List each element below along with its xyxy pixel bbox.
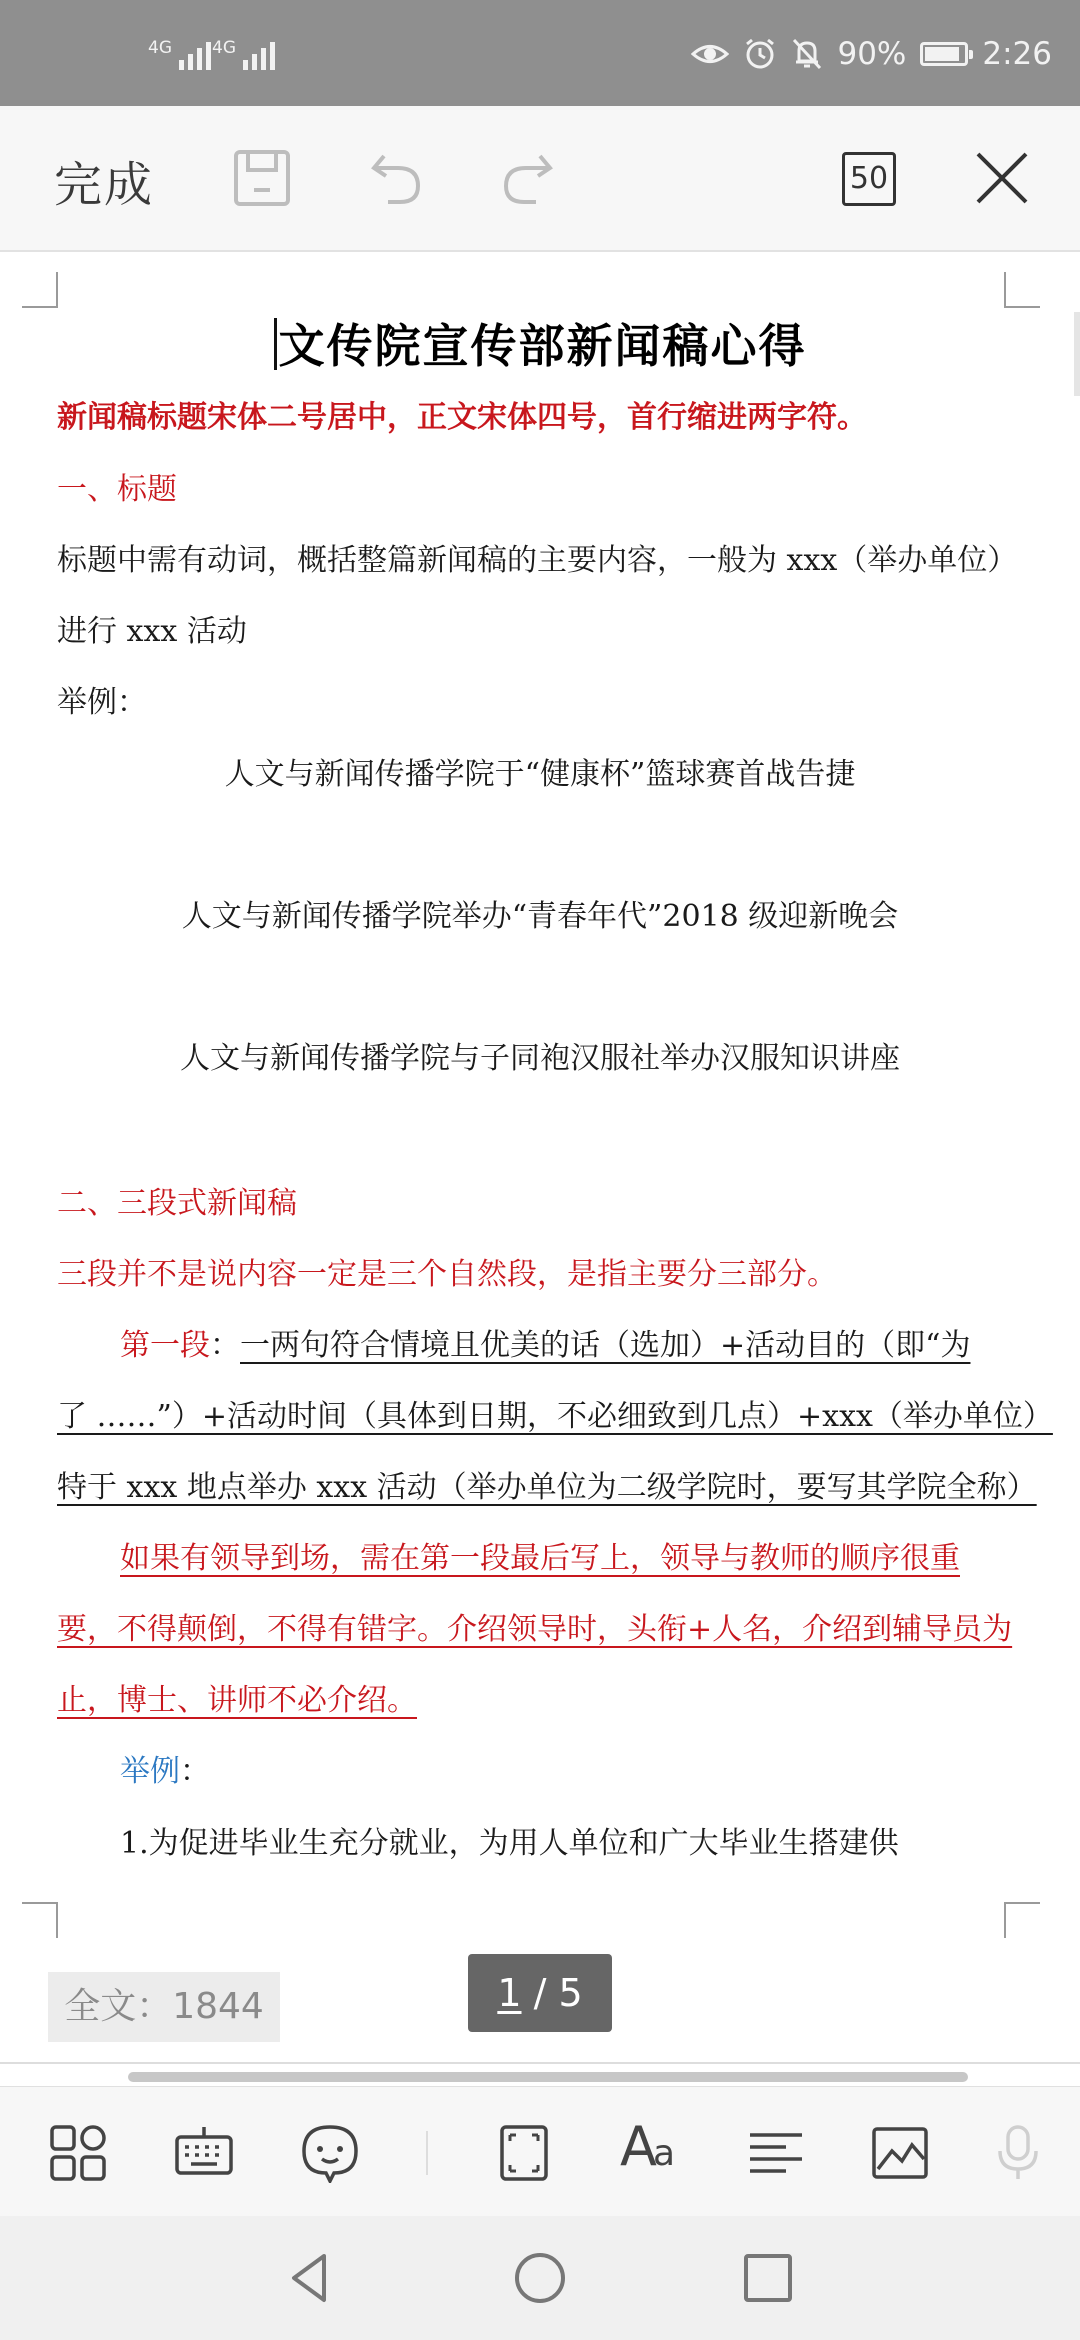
- toolbar-divider: [426, 2131, 428, 2175]
- paragraph-line: 进行 xxx 活动: [57, 614, 247, 649]
- colon: ：: [180, 1754, 210, 1789]
- leader-note-line: 止，博士、讲师不必介绍。: [57, 1683, 417, 1718]
- document-page[interactable]: [0, 252, 1080, 2062]
- microphone-icon[interactable]: [996, 2123, 1040, 2183]
- clock: 2:26: [982, 36, 1052, 72]
- comment-icon[interactable]: [300, 2123, 360, 2183]
- paragraph-one-text: 一两句符合情境且优美的话（选加）+活动目的（即“为: [240, 1328, 971, 1363]
- text-cursor: [274, 318, 277, 370]
- paragraph-icon[interactable]: [746, 2123, 806, 2183]
- signal-label-2: 4G: [212, 38, 236, 58]
- image-icon[interactable]: [870, 2123, 930, 2183]
- battery-percent: 90%: [837, 36, 907, 72]
- redo-icon[interactable]: [496, 146, 560, 210]
- editor-toolbar: [0, 106, 1080, 252]
- page-separator: /: [521, 1971, 559, 2015]
- example-title-1: 人文与新闻传播学院于“健康杯”篮球赛首战告捷: [224, 757, 856, 792]
- example-title-2: 人文与新闻传播学院举办“青春年代”2018 级迎新晚会: [181, 899, 899, 934]
- save-icon[interactable]: [230, 146, 294, 210]
- navigation-bar: [0, 2216, 1080, 2340]
- signal-label-1: 4G: [148, 38, 172, 58]
- done-button[interactable]: 完成: [54, 157, 155, 213]
- mute-bell-icon: [791, 37, 823, 71]
- font-icon-big: A: [620, 2115, 653, 2178]
- font-icon[interactable]: [620, 2115, 671, 2178]
- page-corner-mark: [22, 1902, 58, 1938]
- example-label: 举例：: [57, 685, 147, 720]
- page-corner-mark: [1004, 1902, 1040, 1938]
- undo-icon[interactable]: [364, 146, 428, 210]
- example-label-text: 举例: [120, 1754, 180, 1789]
- colon: ：: [210, 1328, 240, 1363]
- apps-icon[interactable]: [48, 2123, 108, 2183]
- paragraph-one-label: 第一段: [120, 1328, 210, 1363]
- document-title[interactable]: [0, 310, 1080, 376]
- fullscreen-icon[interactable]: [494, 2123, 554, 2183]
- page-corner-mark: [22, 272, 58, 308]
- page-indicator[interactable]: [468, 1954, 612, 2032]
- word-count-badge[interactable]: 50: [842, 152, 896, 206]
- signal-icon-2: [212, 38, 275, 70]
- eye-icon: [691, 39, 729, 69]
- paragraph-one-line: 了 ……”）+活动时间（具体到日期，不必细致到几点）+xxx（举办单位）: [57, 1399, 1053, 1434]
- paragraph-line: 标题中需有动词，概括整篇新闻稿的主要内容，一般为 xxx（举办单位）: [57, 543, 1018, 578]
- paragraph-one-line: [120, 1320, 970, 1364]
- back-icon[interactable]: [280, 2248, 340, 2308]
- bottom-toolbar: [0, 2086, 1080, 2217]
- leader-note-line: 要，不得颠倒，不得有错字。介绍领导时，头衔+人名，介绍到辅导员为: [57, 1612, 1013, 1647]
- page-corner-mark: [1004, 272, 1040, 308]
- recents-icon[interactable]: [738, 2248, 798, 2308]
- home-icon[interactable]: [510, 2248, 570, 2308]
- keyboard-icon[interactable]: [174, 2123, 234, 2183]
- close-icon[interactable]: [970, 146, 1034, 210]
- status-bar: [0, 0, 1080, 106]
- page-current: 1: [497, 1971, 522, 2015]
- section-note: 三段并不是说内容一定是三个自然段，是指主要分三部分。: [57, 1257, 837, 1292]
- format-note: 新闻稿标题宋体二号居中，正文宋体四号，首行缩进两字符。: [57, 400, 867, 435]
- word-count-label: 全文：1844: [48, 1972, 280, 2042]
- leader-note-line: 如果有领导到场，需在第一段最后写上，领导与教师的顺序很重: [120, 1541, 960, 1576]
- paragraph-one-line: 特于 xxx 地点举办 xxx 活动（举办单位为二级学院时，要写其学院全称）: [57, 1470, 1037, 1505]
- section-heading-1: 一、标题: [57, 472, 177, 507]
- alarm-icon: [743, 37, 777, 71]
- section-heading-2: 二、三段式新闻稿: [57, 1186, 297, 1221]
- horizontal-scrollbar[interactable]: [0, 2062, 1080, 2086]
- font-icon-small: a: [652, 2133, 672, 2174]
- example-label-2: [120, 1746, 210, 1790]
- battery-icon: [920, 42, 968, 66]
- title-text: 文传院宣传部新闻稿心得: [278, 319, 807, 373]
- example-title-3: 人文与新闻传播学院与子同袍汉服社举办汉服知识讲座: [180, 1041, 900, 1076]
- page-total: 5: [558, 1971, 583, 2015]
- signal-icon-1: [148, 38, 211, 70]
- scrollbar-thumb[interactable]: [128, 2072, 968, 2082]
- list-item-1: 1.为促进毕业生充分就业，为用人单位和广大毕业生搭建供: [120, 1826, 899, 1861]
